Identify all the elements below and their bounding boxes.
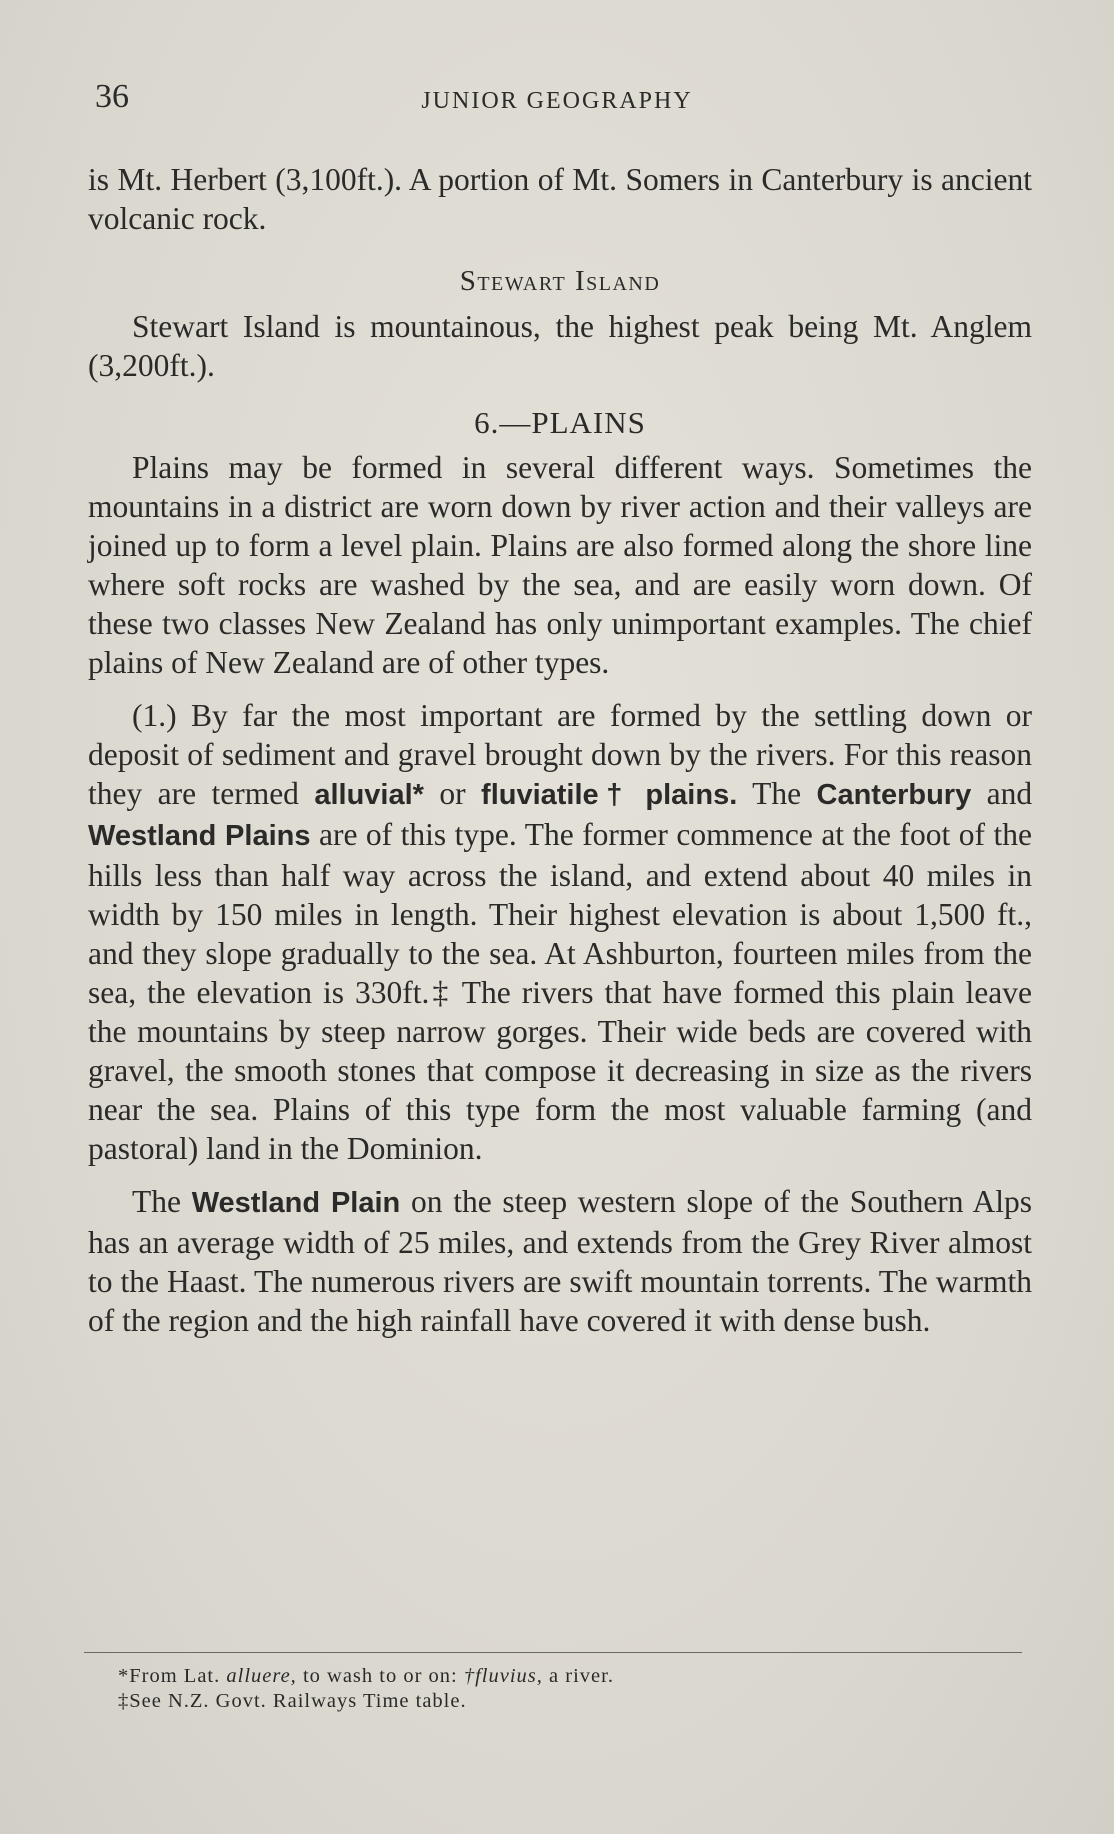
word-or: or <box>439 776 466 811</box>
word-and: and <box>986 776 1033 811</box>
term-westland-plains: Westland Plains <box>88 820 311 852</box>
paragraph-text: are of this type. The former commence at the foot of the hills less than half way across the island, and extend about 40 miles in width by 150 miles in length. Their highest elevation is about 1,500 ft., and they slope gradually to the sea. At Ashburton, fourteen miles from the sea, the elevation is 330ft.‡ The rivers that have formed this plain leave the mountains by steep narrow gorges. Their wide beds are covered with gravel, the smooth stones that compose it decreasing in size as the rivers near the sea. Plains of this type form the most valuable farming (and pastoral) land in the Dominion. <box>88 817 1032 1166</box>
paragraph-alluvial-plains <box>88 696 1032 1168</box>
term-westland-plain: Westland Plain <box>191 1187 401 1219</box>
paragraph-plains-intro: Plains may be formed in several different ways. Sometimes the mountains in a district are worn down by river action and their valleys are joined up to form a level plain. Plains are also formed along the shore line where soft rocks are washed by the sea, and are easily worn down. Of these two classes New Zealand has only unimportant examples. The chief plains of New Zealand are of other types. <box>88 450 1032 680</box>
latin-word-fluvius: †fluvius, <box>463 1665 543 1687</box>
paragraph-continued: is Mt. Herbert (3,100ft.). A portion of Mt. Somers in Canterbury is ancient volcanic rock. <box>88 162 1032 236</box>
footnote-text: *From Lat. <box>118 1665 221 1687</box>
footnote-text: to wash to or on: <box>302 1665 458 1687</box>
section-heading-plains: 6.—PLAINS <box>474 405 646 440</box>
running-title: JUNIOR GEOGRAPHY <box>421 88 693 114</box>
paragraph-text: on the steep western slope of the Southern Alps has an average width of 25 miles, and extends from the Grey River almost to the Haast. The numerous rivers are swift mountain torrents. The warmth of the region and the high rainfall have covered it with dense bush. <box>88 1184 1033 1338</box>
page-number: 36 <box>95 78 129 115</box>
footnote-2: ‡See N.Z. Govt. Railways Time table. <box>118 1690 467 1712</box>
term-alluvial: alluvial* <box>314 779 424 811</box>
footnote-divider <box>84 1652 1022 1653</box>
word-the: The <box>132 1184 181 1219</box>
term-fluviatile-plains: fluviatile† plains. <box>481 779 738 811</box>
footnote-text: a river. <box>549 1665 614 1687</box>
term-canterbury: Canterbury <box>816 779 972 811</box>
footnotes <box>118 1664 1018 1714</box>
latin-word-alluere: alluere, <box>226 1665 297 1687</box>
footnote-1 <box>118 1664 1018 1689</box>
section-heading-stewart-island: Stewart Island <box>459 265 661 297</box>
paragraph-westland-plain <box>88 1182 1032 1340</box>
paragraph-text: (1.) By far the most important are formed by the settling down or deposit of sediment and gravel brought down by the rivers. For this reason they are termed <box>88 698 1032 811</box>
paragraph-stewart-island: Stewart Island is mountainous, the highest peak being Mt. Anglem (3,200ft.). <box>88 309 1032 383</box>
word-the: The <box>752 776 802 811</box>
page-body <box>88 160 1032 1340</box>
